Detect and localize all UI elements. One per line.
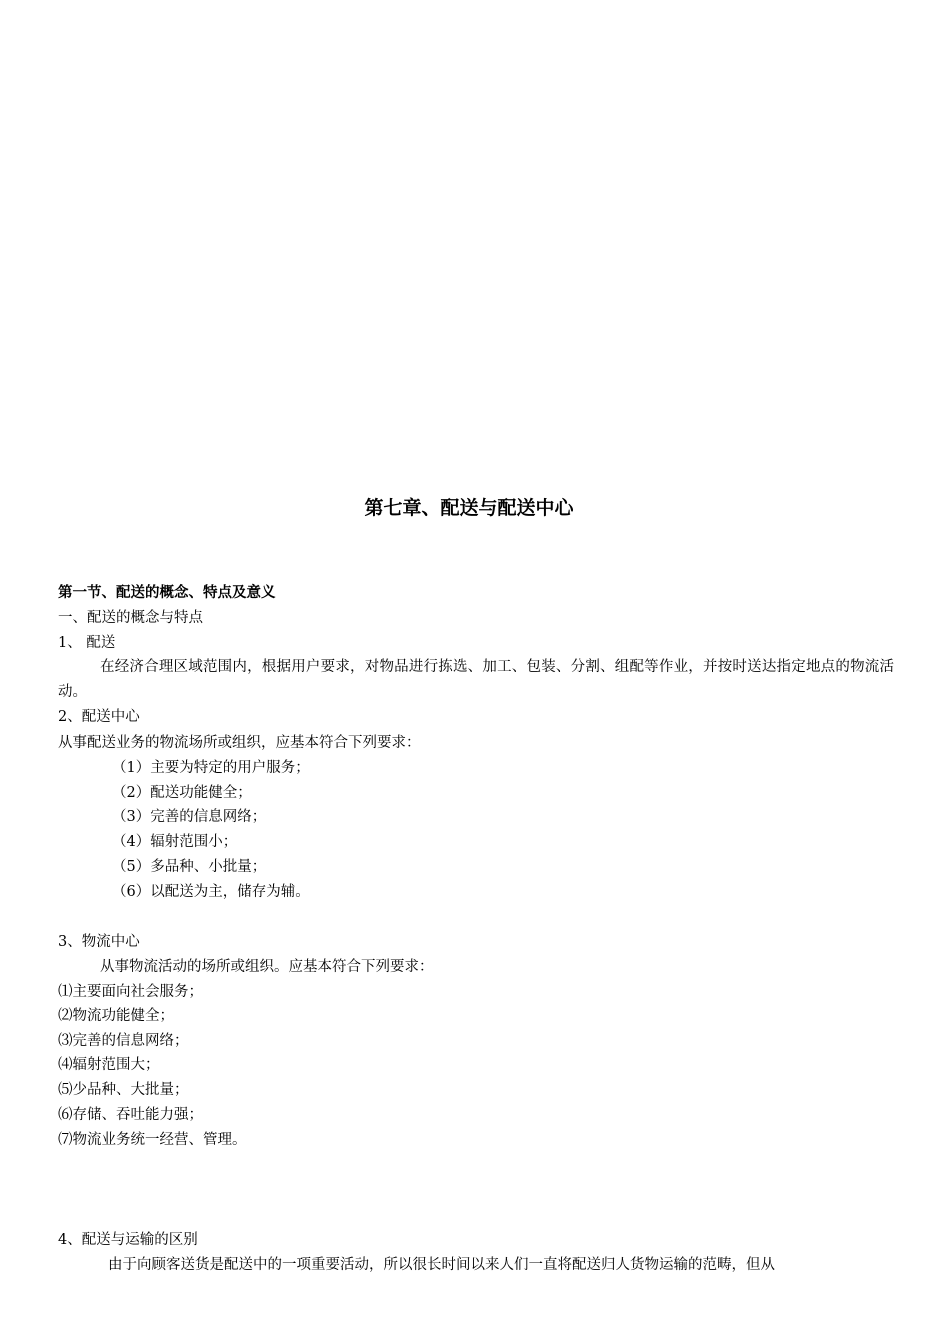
item-1-label: 1、 配送 xyxy=(58,635,116,651)
item-4-label: 4、配送与运输的区别 xyxy=(58,1232,198,1248)
item-2-requirement: （1）主要为特定的用户服务； xyxy=(112,760,310,776)
item-3-requirement: ⑵物流功能健全； xyxy=(58,1008,174,1024)
item-2-requirement: （5）多品种、小批量； xyxy=(112,859,267,875)
item-2-requirement: （3）完善的信息网络； xyxy=(112,809,267,825)
item-3-requirement: ⑺物流业务统一经营、管理。 xyxy=(58,1132,247,1148)
item-3-requirement: ⑸少品种、大批量； xyxy=(58,1082,189,1098)
item-3-requirement: ⑹存储、吞吐能力强； xyxy=(58,1107,203,1123)
item-4-text: 由于向顾客送货是配送中的一项重要活动，所以很长时间以来人们一直将配送归人货物运输的范畴，但从 xyxy=(108,1257,775,1273)
item-2-intro: 从事配送业务的物流场所或组织，应基本符合下列要求： xyxy=(58,735,421,751)
section-heading: 第一节、配送的概念、特点及意义 xyxy=(58,584,276,601)
item-3-requirement: ⑶完善的信息网络； xyxy=(58,1033,189,1049)
item-2-requirement: （4）辐射范围小； xyxy=(112,834,238,850)
item-3-intro: 从事物流活动的场所或组织。应基本符合下列要求： xyxy=(100,959,434,975)
item-2-requirement: （2）配送功能健全； xyxy=(112,785,252,801)
item-3-requirement: ⑷辐射范围大； xyxy=(58,1057,160,1073)
item-3-label: 3、物流中心 xyxy=(58,934,140,950)
chapter-title: 第七章、配送与配送中心 xyxy=(364,497,574,519)
item-2-requirement: （6）以配送为主，储存为辅。 xyxy=(112,884,310,900)
item-2-label: 2、配送中心 xyxy=(58,709,140,725)
subsection-heading: 一、配送的概念与特点 xyxy=(58,610,203,626)
item-1-definition: 在经济合理区域范围内，根据用户要求，对物品进行拣选、加工、包装、分割、组配等作业，并按时送达指定地点的物流活动。 xyxy=(58,659,894,700)
item-3-requirement: ⑴主要面向社会服务； xyxy=(58,984,203,1000)
